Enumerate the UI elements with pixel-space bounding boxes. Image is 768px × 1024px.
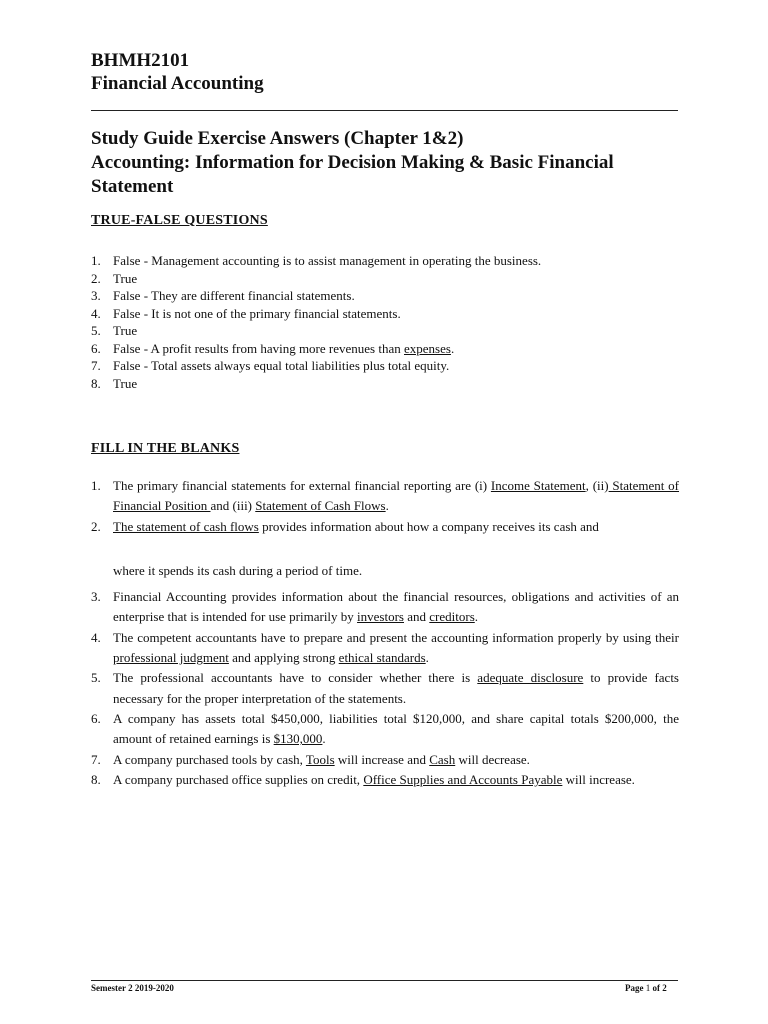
header-divider <box>91 110 678 111</box>
doc-title-line-1: Study Guide Exercise Answers (Chapter 1&2) <box>91 128 464 149</box>
true-false-list <box>91 252 679 392</box>
course-code: BHMH2101 <box>91 50 190 71</box>
list-item: 1. False - Management accounting is to assist management in operating the business. <box>91 253 542 268</box>
fill-blanks-list <box>91 476 679 790</box>
list-item: 7. A company purchased tools by cash, Tools will increase and Cash will decrease. <box>91 751 530 767</box>
doc-title-line-3: Statement <box>91 176 174 197</box>
true-false-heading: TRUE-FALSE QUESTIONS <box>91 213 268 228</box>
list-item: 5. True <box>91 323 138 338</box>
list-item: 8. A company purchased office supplies on credit, Office Supplies and Accounts Payable will increase. <box>91 771 635 787</box>
list-item: 7. False - Total assets always equal total liabilities plus total equity. <box>91 358 450 373</box>
list-item: 3. False - They are different financial statements. <box>91 288 355 303</box>
list-item: 8. True <box>91 375 138 391</box>
list-item: 4. False - It is not one of the primary financial statements. <box>91 305 401 321</box>
list-item: 6. False - A profit results from having more revenues than expenses. <box>91 340 455 356</box>
footer-semester: Semester 2 2019-2020 <box>91 983 174 993</box>
list-item: 5. The professional accountants have to consider whether there is adequate disclosure to provide facts necessary for the proper interpretation of the statements. <box>91 670 679 706</box>
footer-divider <box>91 980 678 981</box>
list-item: 1. The primary financial statements for external financial reporting are (i) Income Statement, (ii) Statement of Financial Position and (iii) Statement of Cash Flows. <box>91 478 680 514</box>
list-item: 2. The statement of cash flows provides information about how a company receives its cash and where it spends its cash during a period of time. <box>91 518 599 578</box>
footer-page-number: Page 1 of 2 <box>625 983 667 993</box>
list-item: 4. The competent accountants have to prepare and present the accounting information properly by using their professional judgment and applying strong ethical standards. <box>91 629 679 666</box>
course-name: Financial Accounting <box>91 73 264 94</box>
list-item: 6. A company has assets total $450,000, liabilities total $120,000, and share capital totals $200,000, the amount of retained earnings is $130,000. <box>91 710 679 747</box>
doc-title-line-2: Accounting: Information for Decision Making & Basic Financial <box>91 152 614 173</box>
fill-blanks-heading: FILL IN THE BLANKS <box>91 441 240 456</box>
list-item: 2. True <box>91 270 138 286</box>
list-item: 3. Financial Accounting provides information about the financial resources, obligations and activities of an enterprise that is intended for use primarily by investors and creditors. <box>91 589 679 625</box>
